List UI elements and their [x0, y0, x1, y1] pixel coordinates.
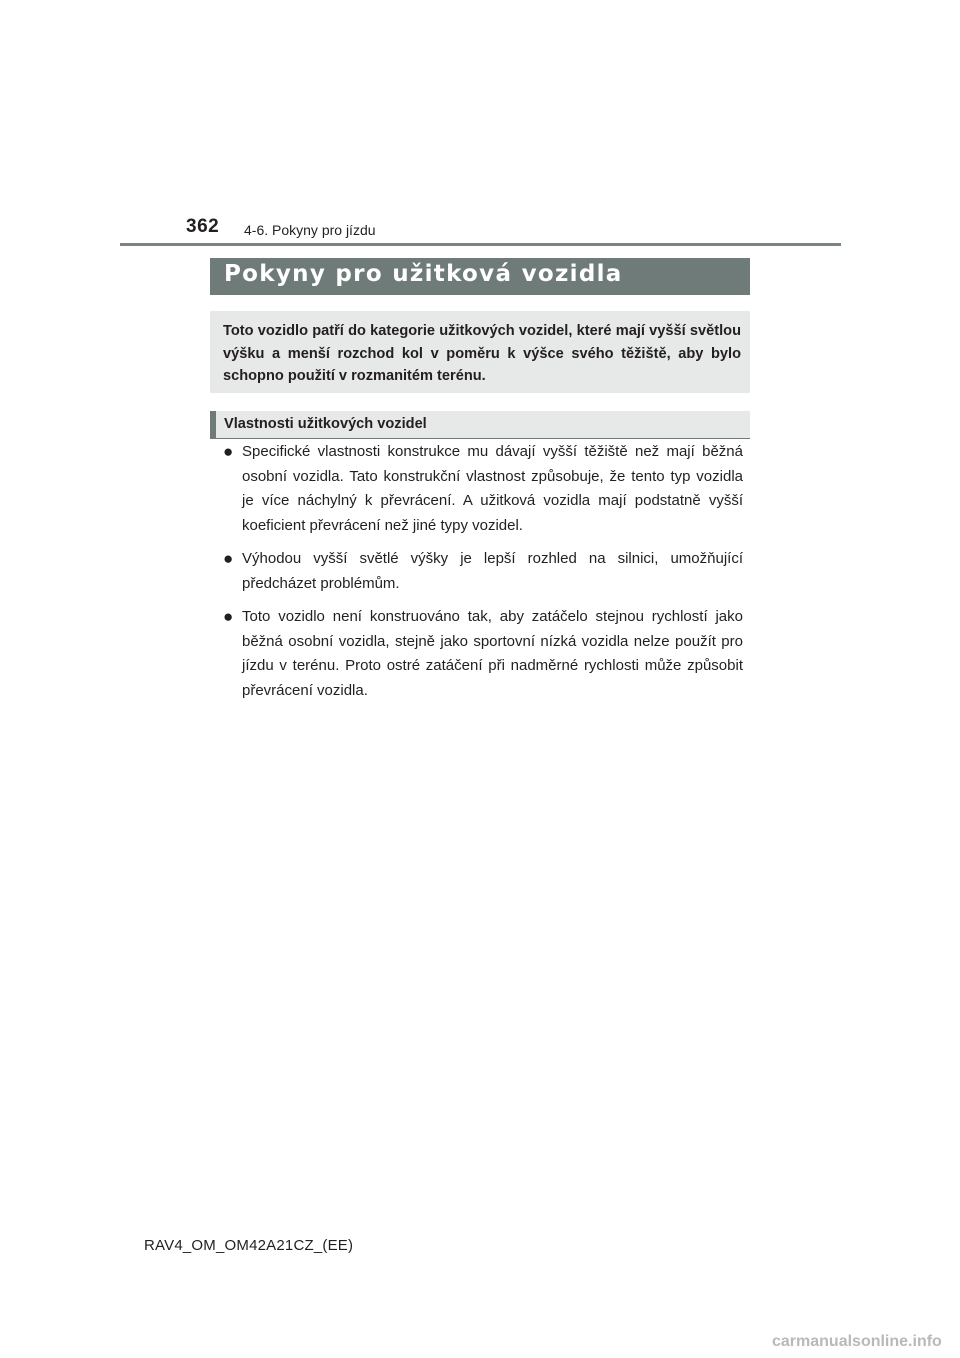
bullet-icon: ●: [223, 607, 234, 626]
list-item: [222, 440, 743, 538]
list-item-text: Toto vozidlo není konstruováno tak, aby zatáčelo stejnou rychlostí jako běžná osobní vozidla, stejně jako sportovní nízká vozidla nelze použít pro jízdu v terénu. Proto ostré zatáčení při nadměrné rychlosti může způsobit převrácení vozidla.: [242, 608, 743, 699]
bullet-list: [222, 440, 743, 712]
title-bar: [210, 258, 750, 295]
bullet-icon: ●: [223, 549, 234, 568]
list-item: [222, 605, 743, 703]
subheading-marker: [210, 411, 216, 438]
bullet-icon: ●: [223, 442, 234, 461]
intro-box: [210, 311, 750, 393]
section-label: 4-6. Pokyny pro jízdu: [244, 222, 376, 238]
intro-text: Toto vozidlo patří do kategorie užitkových vozidel, které mají vyšší světlou výšku a menší rozchod kol v poměru k výšce svého těžiště, aby bylo schopno použití v rozmanitém terénu.: [223, 323, 741, 384]
list-item: [222, 547, 743, 596]
header-rule: [120, 243, 841, 246]
document-code: RAV4_OM_OM42A21CZ_(EE): [144, 1237, 354, 1254]
list-item-text: Výhodou vyšší světlé výšky je lepší rozhled na silnici, umožňující předcházet problémům.: [242, 550, 743, 592]
page-number: 362: [186, 216, 220, 237]
watermark: carmanualsonline.info: [772, 1333, 942, 1350]
subheading-bar: [210, 411, 750, 439]
page-title: Pokyny pro užitková vozidla: [224, 261, 623, 287]
subheading: Vlastnosti užitkových vozidel: [224, 416, 427, 432]
list-item-text: Specifické vlastnosti konstrukce mu dávají vyšší těžiště než mají běžná osobní vozidla. Tato konstrukční vlastnost způsobuje, že tento typ vozidla je více náchylný k převrácení. A užitková vozidla mají podstatně vyšší koeficient převrácení než jiné typy vozidel.: [242, 443, 743, 534]
